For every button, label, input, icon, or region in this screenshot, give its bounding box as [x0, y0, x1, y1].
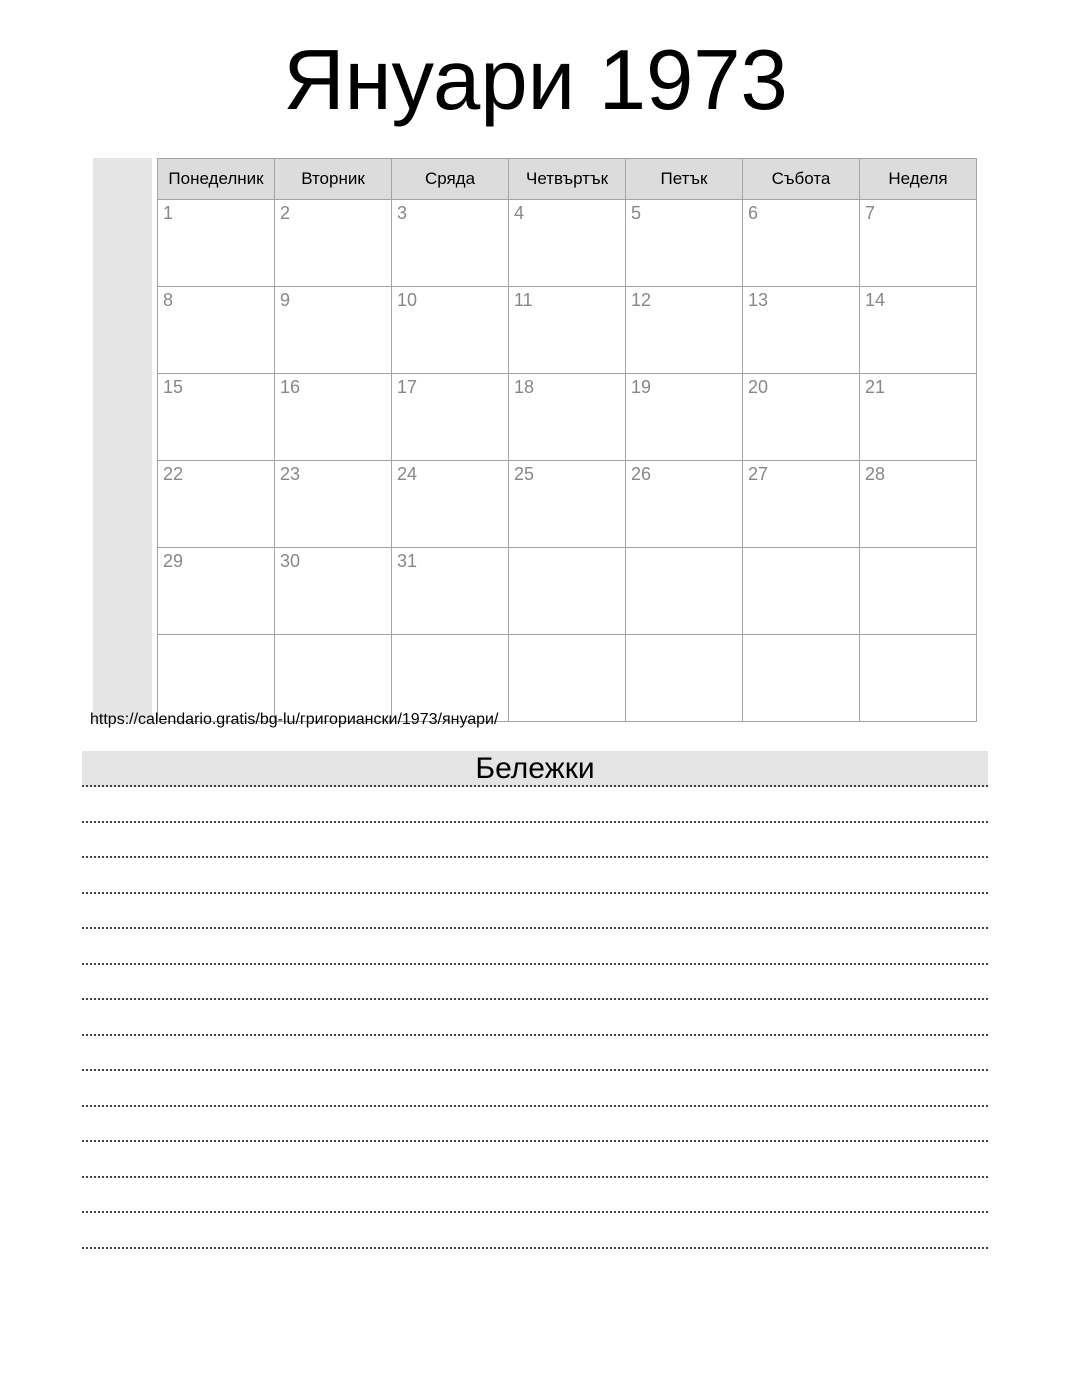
- weekday-header-sunday: Неделя: [860, 159, 977, 200]
- day-cell: [860, 548, 977, 635]
- day-cell: [743, 548, 860, 635]
- week-number-column: [93, 158, 152, 722]
- note-line: [82, 1107, 988, 1143]
- day-cell: 7: [860, 200, 977, 287]
- note-line: [82, 858, 988, 894]
- weekday-header-wednesday: Сряда: [392, 159, 509, 200]
- weekday-header-monday: Понеделник: [158, 159, 275, 200]
- note-line: [82, 1178, 988, 1214]
- note-line: [82, 965, 988, 1001]
- day-cell: 25: [509, 461, 626, 548]
- page-title: Януари 1973: [283, 33, 788, 128]
- calendar-week-row: [158, 287, 977, 374]
- day-cell: 10: [392, 287, 509, 374]
- day-cell: [509, 548, 626, 635]
- calendar-table: [157, 158, 977, 722]
- note-line: [82, 1142, 988, 1178]
- day-cell: 27: [743, 461, 860, 548]
- notes-lines: [82, 787, 988, 1249]
- day-cell: [392, 635, 509, 722]
- day-cell: [626, 635, 743, 722]
- day-cell: 3: [392, 200, 509, 287]
- note-line: [82, 1071, 988, 1107]
- day-cell: 19: [626, 374, 743, 461]
- day-cell: [626, 548, 743, 635]
- day-cell: 20: [743, 374, 860, 461]
- note-line: [82, 1036, 988, 1072]
- calendar-week-row: [158, 635, 977, 722]
- source-url: https://calendario.gratis/bg-lu/григориански/1973/януари/: [90, 711, 499, 728]
- day-cell: 15: [158, 374, 275, 461]
- day-cell: 21: [860, 374, 977, 461]
- day-cell: [860, 635, 977, 722]
- day-cell: [158, 635, 275, 722]
- calendar-week-row: [158, 548, 977, 635]
- note-line: [82, 787, 988, 823]
- day-cell: 31: [392, 548, 509, 635]
- day-cell: 24: [392, 461, 509, 548]
- note-line: [82, 929, 988, 965]
- note-line: [82, 1000, 988, 1036]
- day-cell: 30: [275, 548, 392, 635]
- weekday-header-row: [158, 159, 977, 200]
- day-cell: 17: [392, 374, 509, 461]
- day-cell: 5: [626, 200, 743, 287]
- day-cell: [275, 635, 392, 722]
- day-cell: [743, 635, 860, 722]
- weekday-header-saturday: Събота: [743, 159, 860, 200]
- notes-section: [82, 751, 988, 1249]
- day-cell: 22: [158, 461, 275, 548]
- day-cell: 11: [509, 287, 626, 374]
- weekday-header-tuesday: Вторник: [275, 159, 392, 200]
- day-cell: 4: [509, 200, 626, 287]
- day-cell: 6: [743, 200, 860, 287]
- calendar-week-row: [158, 461, 977, 548]
- day-cell: 9: [275, 287, 392, 374]
- note-line: [82, 894, 988, 930]
- weekday-header-thursday: Четвъртък: [509, 159, 626, 200]
- day-cell: 14: [860, 287, 977, 374]
- day-cell: 23: [275, 461, 392, 548]
- day-cell: [509, 635, 626, 722]
- day-cell: 18: [509, 374, 626, 461]
- calendar-week-row: [158, 374, 977, 461]
- weekday-header-friday: Петък: [626, 159, 743, 200]
- calendar: [93, 158, 977, 722]
- note-line: [82, 823, 988, 859]
- day-cell: 12: [626, 287, 743, 374]
- day-cell: 13: [743, 287, 860, 374]
- day-cell: 16: [275, 374, 392, 461]
- day-cell: 28: [860, 461, 977, 548]
- note-line: [82, 1213, 988, 1249]
- day-cell: 26: [626, 461, 743, 548]
- day-cell: 2: [275, 200, 392, 287]
- notes-title: Бележки: [82, 751, 988, 787]
- day-cell: 29: [158, 548, 275, 635]
- day-cell: 1: [158, 200, 275, 287]
- day-cell: 8: [158, 287, 275, 374]
- calendar-week-row: [158, 200, 977, 287]
